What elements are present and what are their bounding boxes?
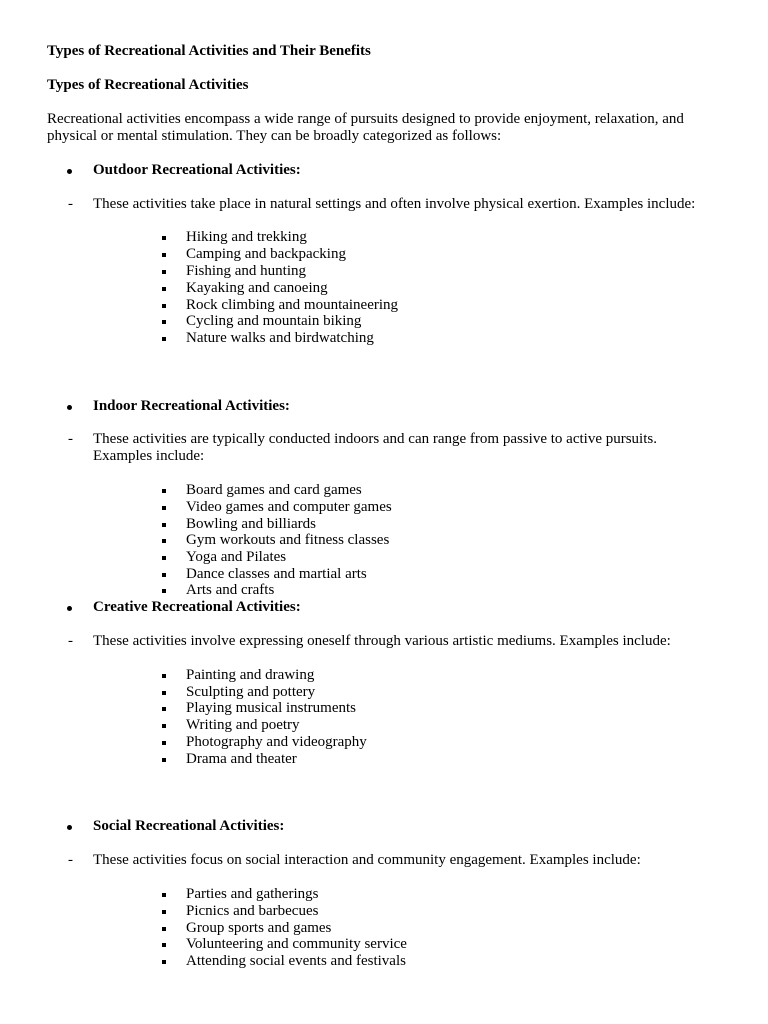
square-bullet-icon [160,263,168,280]
list-item: Dance classes and martial arts [186,566,367,582]
square-bullet-icon [160,886,168,903]
list-item: Board games and card games [186,482,362,498]
square-bullet-icon [160,297,168,314]
list-item: Yoga and Pilates [186,549,287,565]
list-item: Nature walks and birdwatching [186,330,374,346]
square-bullet-icon [160,751,168,768]
bullet-icon [66,599,74,616]
square-bullet-icon [160,582,168,599]
list-item: Writing and poetry [186,717,300,733]
square-bullet-icon [160,549,168,566]
list-item: Camping and backpacking [186,246,346,262]
square-bullet-icon [160,246,168,263]
intro-paragraph: Recreational activities encompass a wide range of pursuits designed to provide enjoyment, relaxation, and physical or mental stimulation. They can be broadly categorized as follows: [47,111,684,144]
square-bullet-icon [160,280,168,297]
dash-marker: - [68,196,73,212]
square-bullet-icon [160,920,168,937]
document-subtitle: Types of Recreational Activities [47,77,249,93]
square-bullet-icon [160,516,168,533]
square-bullet-icon [160,734,168,751]
list-item: Parties and gatherings [186,886,319,902]
bullet-icon [66,162,74,179]
list-item: Fishing and hunting [186,263,307,279]
square-bullet-icon [160,566,168,583]
square-bullet-icon [160,936,168,953]
dash-marker: - [68,431,73,447]
section-description: These activities involve expressing oneself through various artistic mediums. Examples include: [93,633,671,649]
list-item: Group sports and games [186,920,332,936]
square-bullet-icon [160,717,168,734]
square-bullet-icon [160,903,168,920]
document-title: Types of Recreational Activities and Their Benefits [47,43,371,59]
section-description: These activities take place in natural settings and often involve physical exertion. Examples include: [93,196,696,212]
square-bullet-icon [160,313,168,330]
list-item: Bowling and billiards [186,516,316,532]
dash-marker: - [68,633,73,649]
square-bullet-icon [160,953,168,970]
square-bullet-icon [160,684,168,701]
list-item: Playing musical instruments [186,700,356,716]
list-item: Arts and crafts [186,582,275,598]
bullet-icon [66,398,74,415]
list-item: Volunteering and community service [186,936,407,952]
section-description: These activities focus on social interaction and community engagement. Examples include: [93,852,641,868]
square-bullet-icon [160,482,168,499]
list-item: Sculpting and pottery [186,684,316,700]
section-description: These activities are typically conducted indoors and can range from passive to active pursuits. Examples include: [93,431,657,464]
list-item: Gym workouts and fitness classes [186,532,390,548]
square-bullet-icon [160,532,168,549]
section-heading: Outdoor Recreational Activities: [93,162,301,178]
dash-marker: - [68,852,73,868]
square-bullet-icon [160,330,168,347]
section-heading: Creative Recreational Activities: [93,599,301,615]
list-item: Video games and computer games [186,499,392,515]
square-bullet-icon [160,499,168,516]
list-item: Drama and theater [186,751,297,767]
section-heading: Social Recreational Activities: [93,818,285,834]
square-bullet-icon [160,700,168,717]
square-bullet-icon [160,667,168,684]
list-item: Picnics and barbecues [186,903,319,919]
list-item: Rock climbing and mountaineering [186,297,399,313]
list-item: Hiking and trekking [186,229,307,245]
bullet-icon [66,818,74,835]
list-item: Cycling and mountain biking [186,313,362,329]
list-item: Kayaking and canoeing [186,280,328,296]
square-bullet-icon [160,229,168,246]
list-item: Painting and drawing [186,667,315,683]
list-item: Attending social events and festivals [186,953,406,969]
list-item: Photography and videography [186,734,367,750]
section-heading: Indoor Recreational Activities: [93,398,290,414]
